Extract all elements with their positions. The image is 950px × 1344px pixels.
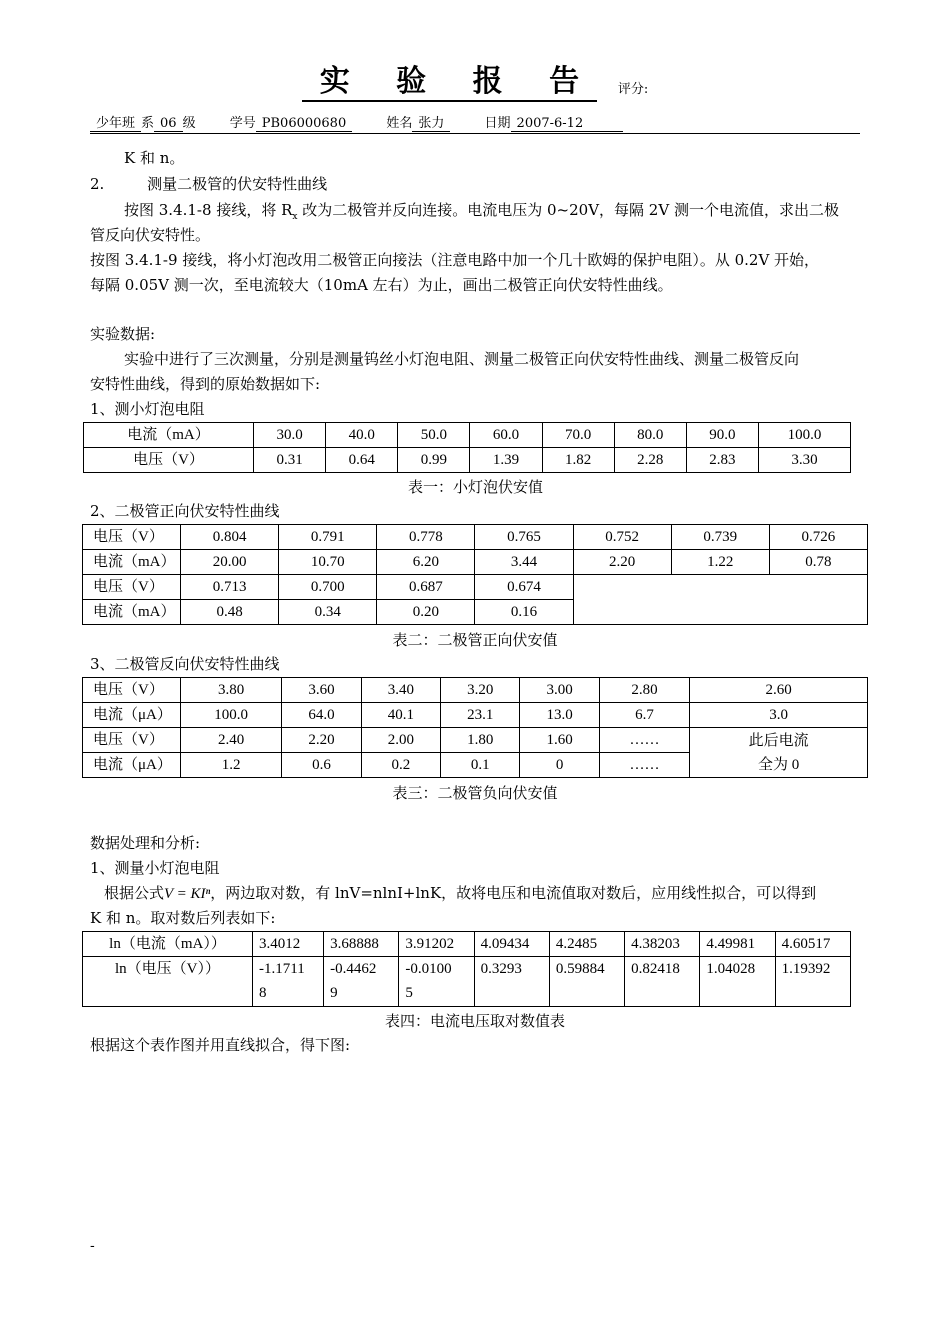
table-cell: 电流（mA） (83, 550, 181, 575)
table-cell: 2.00 (361, 728, 440, 753)
table-row (83, 575, 868, 600)
analysis-paragraph-a (104, 881, 816, 906)
table-cell (324, 957, 399, 1007)
table-cell: 3.20 (441, 678, 520, 703)
table3-caption: 表三：二极管负向伏安值 (392, 784, 558, 802)
table-cell: 3.0 (690, 703, 868, 728)
table-cell: 23.1 (441, 703, 520, 728)
cell-line: 8 (259, 985, 267, 1001)
table-cell: 电流（μA） (83, 753, 181, 778)
table-cell: 2.40 (181, 728, 282, 753)
table-cell: 0.78 (769, 550, 867, 575)
formula-pre: 根据公式 (104, 884, 165, 902)
table1-heading: 1、测小灯泡电阻 (90, 400, 205, 418)
data-heading: 实验数据: (90, 325, 156, 343)
table-cell: 0.20 (377, 600, 475, 625)
table-cell: 0.6 (282, 753, 361, 778)
table-cell: 70.0 (542, 423, 614, 448)
table-cell: 3.4012 (253, 932, 324, 957)
cell-line: 5 (405, 985, 413, 1001)
table-cell: 2.83 (686, 448, 758, 473)
table-cell: 3.00 (520, 678, 599, 703)
table-cell: 4.38203 (625, 932, 700, 957)
table-cell: 100.0 (181, 703, 282, 728)
table-cell: 电压（V） (83, 728, 181, 753)
p1a-pre: 按图 3.4.1-8 接线，将 R (124, 201, 293, 219)
table3-heading: 3、二极管反向伏安特性曲线 (90, 655, 280, 673)
table-row (83, 957, 851, 1007)
intro-line: K 和 n。 (124, 149, 185, 167)
table-cell: 0.713 (181, 575, 279, 600)
table-cell: 90.0 (686, 423, 758, 448)
note-line-2: 全为 0 (757, 756, 800, 773)
intro-paragraph-2b: 每隔 0.05V 测一次，至电流较大（10mA 左右）为止，画出二极管正向伏安特性曲线。 (90, 276, 673, 294)
table-cell: 电流（μA） (83, 703, 181, 728)
id-value: PB06000680 (256, 116, 352, 132)
table4-caption: 表四：电流电压取对数值表 (384, 1012, 565, 1030)
table-cell: 4.49981 (700, 932, 775, 957)
table-row (83, 525, 868, 550)
table-cell: 10.70 (279, 550, 377, 575)
formula-post: ，两边取对数，有 lnV=nlnI+lnK，故将电压和电流值取对数后，应用线性拟合，可以得到 (210, 884, 817, 902)
table-cell: 电流（mA） (83, 600, 181, 625)
table-cell: 0 (520, 753, 599, 778)
table1-caption: 表一：小灯泡伏安值 (407, 478, 543, 496)
table-cell: 电压（V） (83, 678, 181, 703)
table-cell: 4.60517 (775, 932, 850, 957)
table-cell: 2.20 (282, 728, 361, 753)
item-2 (90, 172, 327, 196)
cell-line: 9 (330, 985, 338, 1001)
table-cell: 1.04028 (700, 957, 775, 1007)
table-cell (253, 957, 324, 1007)
date-value: 2007-6-12 (511, 116, 624, 132)
table-cell: 0.31 (254, 448, 326, 473)
table-row (83, 728, 868, 753)
table-cell: 40.1 (361, 703, 440, 728)
date-label: 日期 (484, 116, 511, 131)
closing-text: 根据这个表作图并用直线拟合，得下图: (90, 1036, 351, 1054)
analysis-heading: 数据处理和分析: (90, 834, 201, 852)
table-cell: 100.0 (758, 423, 850, 448)
table-cell: 电压（V） (84, 448, 254, 473)
table-cell: 0.765 (475, 525, 573, 550)
p1a-post: 改为二极管并反向连接。电流电压为 0~20V，每隔 2V 测一个电流值，求出二极 (297, 201, 839, 219)
report-title-block (0, 64, 950, 102)
table-cell: 13.0 (520, 703, 599, 728)
table-cell: 电压（V） (83, 525, 181, 550)
table-cell: 20.00 (181, 550, 279, 575)
table-cell: ln（电流（mA）） (83, 932, 253, 957)
table1 (83, 422, 851, 473)
cell-line: -0.0100 (405, 961, 452, 977)
name-value: 张力 (412, 116, 450, 132)
cell-line: -0.4462 (330, 961, 377, 977)
table-cell: 3.91202 (399, 932, 474, 957)
table-cell: 0.752 (573, 525, 671, 550)
page-title: 实 验 报 告 (302, 64, 597, 102)
header-divider (90, 133, 860, 134)
table-note-cell (690, 728, 868, 778)
table-cell: 30.0 (254, 423, 326, 448)
table-cell: 0.726 (769, 525, 867, 550)
table-cell (399, 957, 474, 1007)
data-paragraph-b: 安特性曲线，得到的原始数据如下: (90, 375, 321, 393)
table3 (82, 677, 868, 778)
table-cell: 0.59884 (549, 957, 624, 1007)
data-paragraph-a: 实验中进行了三次测量，分别是测量钨丝小灯泡电阻、测量二极管正向伏安特性曲线、测量二极管反向 (124, 350, 800, 368)
table-cell: 0.687 (377, 575, 475, 600)
table-cell: 0.791 (279, 525, 377, 550)
table-empty-cell (573, 575, 867, 625)
intro-paragraph-1a (124, 198, 839, 229)
table-cell: 40.0 (326, 423, 398, 448)
table-cell: 0.82418 (625, 957, 700, 1007)
intro-paragraph-2a: 按图 3.4.1-9 接线，将小灯泡改用二极管正向接法（注意电路中加一个几十欧姆的保护电阻）。从 0.2V 开始， (90, 251, 820, 269)
table-cell: 0.48 (181, 600, 279, 625)
note-line-1: 此后电流 (748, 732, 809, 749)
table2-heading: 2、二极管正向伏安特性曲线 (90, 502, 280, 520)
table-cell: 64.0 (282, 703, 361, 728)
analysis-sub-1: 1、测量小灯泡电阻 (90, 859, 220, 877)
dept-value: 06 (154, 116, 183, 132)
analysis-paragraph-b: K 和 n。取对数后列表如下: (90, 909, 276, 927)
table-cell: 电压（V） (83, 575, 181, 600)
table-row (83, 932, 851, 957)
table-row (83, 550, 868, 575)
table-cell: 80.0 (614, 423, 686, 448)
table-row (83, 703, 868, 728)
table-cell: 0.700 (279, 575, 377, 600)
score-label: 评分: (617, 81, 649, 97)
table2-caption: 表二：二极管正向伏安值 (392, 631, 558, 649)
table-cell: 0.34 (279, 600, 377, 625)
table-cell: 2.20 (573, 550, 671, 575)
table-cell: 1.19392 (775, 957, 850, 1007)
table2 (82, 524, 868, 625)
table-cell: 0.739 (671, 525, 769, 550)
table-row (84, 448, 851, 473)
table-cell: 2.80 (599, 678, 689, 703)
table-cell: 0.804 (181, 525, 279, 550)
table-row (83, 678, 868, 703)
table4 (82, 931, 851, 1007)
item-2-number: 2. (90, 175, 105, 193)
header-info (90, 112, 623, 131)
table-cell: 3.44 (475, 550, 573, 575)
table-cell: 1.82 (542, 448, 614, 473)
table-cell: 3.30 (758, 448, 850, 473)
table-cell: 3.40 (361, 678, 440, 703)
table-cell: 6.7 (599, 703, 689, 728)
table-cell: 电流（mA） (84, 423, 254, 448)
table-cell: 4.2485 (549, 932, 624, 957)
table-cell: 2.60 (690, 678, 868, 703)
grade-label: 级 (182, 116, 196, 131)
class-name: 少年班 (90, 116, 141, 132)
item-2-title: 测量二极管的伏安特性曲线 (147, 175, 328, 193)
table-cell: 3.68888 (324, 932, 399, 957)
table-cell: 1.22 (671, 550, 769, 575)
table-cell: 1.80 (441, 728, 520, 753)
table-cell: 0.64 (326, 448, 398, 473)
table-cell: 1.39 (470, 448, 542, 473)
table-cell: 0.674 (475, 575, 573, 600)
id-label: 学号 (229, 116, 256, 131)
cell-line: -1.1711 (259, 961, 305, 977)
table-cell: 0.2 (361, 753, 440, 778)
intro-paragraph-1b: 管反向伏安特性。 (90, 226, 211, 244)
p1a-sub: x (292, 212, 298, 222)
table-cell: 4.09434 (474, 932, 549, 957)
table-cell: …… (599, 728, 689, 753)
dept-label: 系 (141, 116, 155, 131)
table-cell: 50.0 (398, 423, 470, 448)
table-cell: 60.0 (470, 423, 542, 448)
table-cell: 0.99 (398, 448, 470, 473)
table-cell: ln（电压（V）） (83, 957, 253, 1007)
formula: V = KIⁿ (164, 886, 211, 902)
table-cell: 0.778 (377, 525, 475, 550)
table-cell: 0.1 (441, 753, 520, 778)
table-row (84, 423, 851, 448)
table-cell: 0.3293 (474, 957, 549, 1007)
table-cell: …… (599, 753, 689, 778)
footer-mark: - (90, 1238, 95, 1254)
table-cell: 3.60 (282, 678, 361, 703)
table-cell: 2.28 (614, 448, 686, 473)
table-cell: 0.16 (475, 600, 573, 625)
table-cell: 6.20 (377, 550, 475, 575)
table-cell: 3.80 (181, 678, 282, 703)
name-label: 姓名 (386, 116, 413, 131)
table-cell: 1.60 (520, 728, 599, 753)
table-cell: 1.2 (181, 753, 282, 778)
